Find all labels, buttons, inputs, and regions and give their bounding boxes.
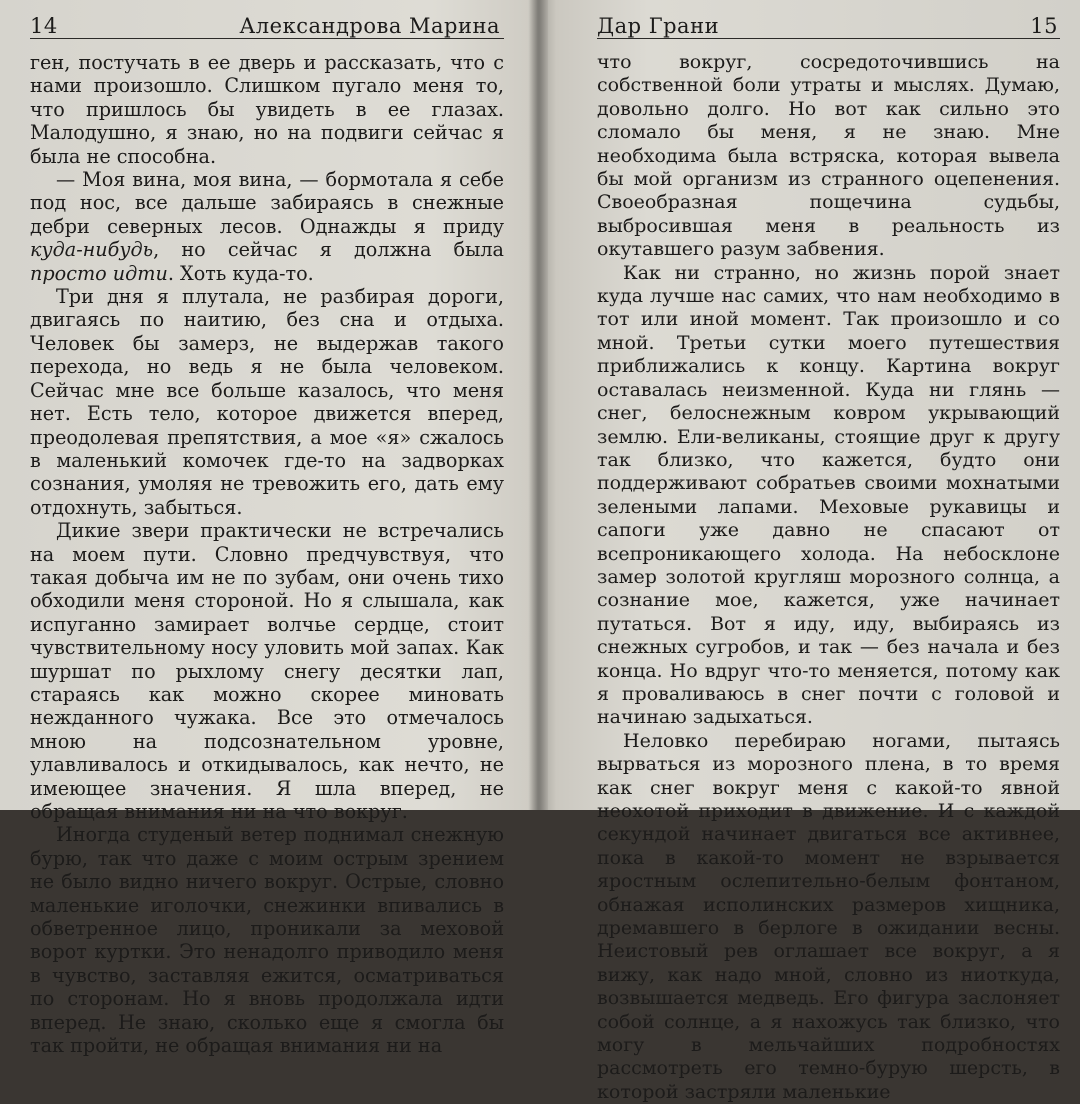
italic-phrase: куда-нибудь (30, 238, 154, 262)
page-number: 15 (1030, 14, 1058, 38)
paragraph: Дикие звери практически не встречались на моем пути. Словно предчувствуя, что такая добыча им не по зубам, они очень тихо обходили меня стороной. Но я слышала, как испуганно замирает волчье сердце, стоит чувствительному носу уловить мой запах. Как шуршат по рыхлому снегу десятки лап, стараясь как можно скорее миновать нежданного чужака. Все это отмечалось мною на подсознательном уровне, улавливалось и откидывалось, как нечто, не имеющее значения. Я шла вперед, не обращая внимания ни на что вокруг. (30, 519, 504, 823)
left-page (0, 0, 530, 1058)
paragraph: ген, постучать в ее дверь и рассказать, что с нами произошло. Слишком пугало меня то, что пришлось бы увидеть в ее глазах. Малодушно, я знаю, но на подвиги сейчас я была не способна. (30, 51, 504, 168)
paragraph: что вокруг, сосредоточившись на собственной боли утраты и мыслях. Думаю, довольно долго. Но вот как сильно это сломало бы меня, я не знаю. Мне необходима была встряска, которая вывела бы мой организм из странного оцепенения. Своеобразная пощечина судьбы, выбросившая меня в реальность из окутавшего разум забвения. (597, 51, 1060, 261)
paragraph: Три дня я плутала, не разбирая дороги, двигаясь по наитию, без сна и отдыха. Человек бы замерз, не выдержав такого перехода, но ведь я не была человеком. Сейчас мне все больше казалось, что меня нет. Есть тело, которое движется вперед, преодолевая препятствия, а мое «я» сжалось в маленький комочек где-то на задворках сознания, умоляя не тревожить его, дать ему отдохнуть, забыться. (30, 285, 504, 519)
italic-phrase: просто идти (30, 261, 168, 285)
paragraph: Как ни странно, но жизнь порой знает куда лучше нас самих, что нам необходимо в тот или иной момент. Так произошло и со мной. Третьи сутки моего путешествия приближались к концу. Картина вокруг оставалась неизменной. Куда ни глянь — снег, белоснежным ковром укрывающий землю. Ели-великаны, стоящие друг к другу так близко, что кажется, будто они поддерживают собратьев своими мохнатыми зелеными лапами. Меховые рукавицы и сапоги уже давно не спасают от всепроникающего холода. На небосклоне замер золотой кругляш морозного солнца, а сознание мое, кажется, уже начинает путаться. Вот я иду, иду, выбираясь из снежных сугробов, и так — без начала и без конца. Но вдруг что-то меняется, потому как я проваливаюсь в снег почти с головой и начинаю задыхаться. (597, 261, 1060, 729)
right-page (545, 0, 1080, 1103)
page-number: 14 (30, 14, 58, 38)
running-head: Дар Грани (597, 14, 720, 38)
paragraph: Неловко перебираю ногами, пытаясь вырваться из морозного плена, в то время как снег вокруг меня с какой-то явной неохотой приходит в движение. И с каждой секундой начинает двигаться все активнее, пока в какой-то момент не взрывается яростным ослепительно-белым фонтаном, обнажая исполинских размеров хищника, дремавшего в берлоге в ожидании весны. Неистовый рев оглашает все вокруг, а я вижу, как надо мной, словно из ниоткуда, возвышается медведь. Его фигура заслоняет собой солнце, а я нахожусь так близко, что могу в мельчайших подробностях рассмотреть его темно-бурую шерсть, в которой застряли маленькие (597, 729, 1060, 1103)
paragraph: — Моя вина, моя вина, — бормотала я себе под нос, все дальше забираясь в снежные дебри северных лесов. Однажды я приду куда-нибудь, но сейчас я должна была просто идти. Хоть куда-то. (30, 168, 504, 285)
left-page-header (30, 0, 504, 39)
left-page-text (30, 51, 504, 1057)
paragraph: Иногда студеный ветер поднимал снежную бурю, так что даже с моим острым зрением не было видно ничего вокруг. Острые, словно маленькие иголочки, снежинки впивались в обветренное лицо, проникали за меховой ворот куртки. Это ненадолго приводило меня в чувство, заставляя ежится, осматриваться по сторонам. Но я вновь продолжала идти вперед. Не знаю, сколько еще я смогла бы так пройти, не обращая внимания ни на (30, 823, 504, 1058)
right-page-header (597, 0, 1060, 39)
running-head: Александрова Марина (239, 14, 500, 38)
right-page-text (597, 51, 1060, 1104)
